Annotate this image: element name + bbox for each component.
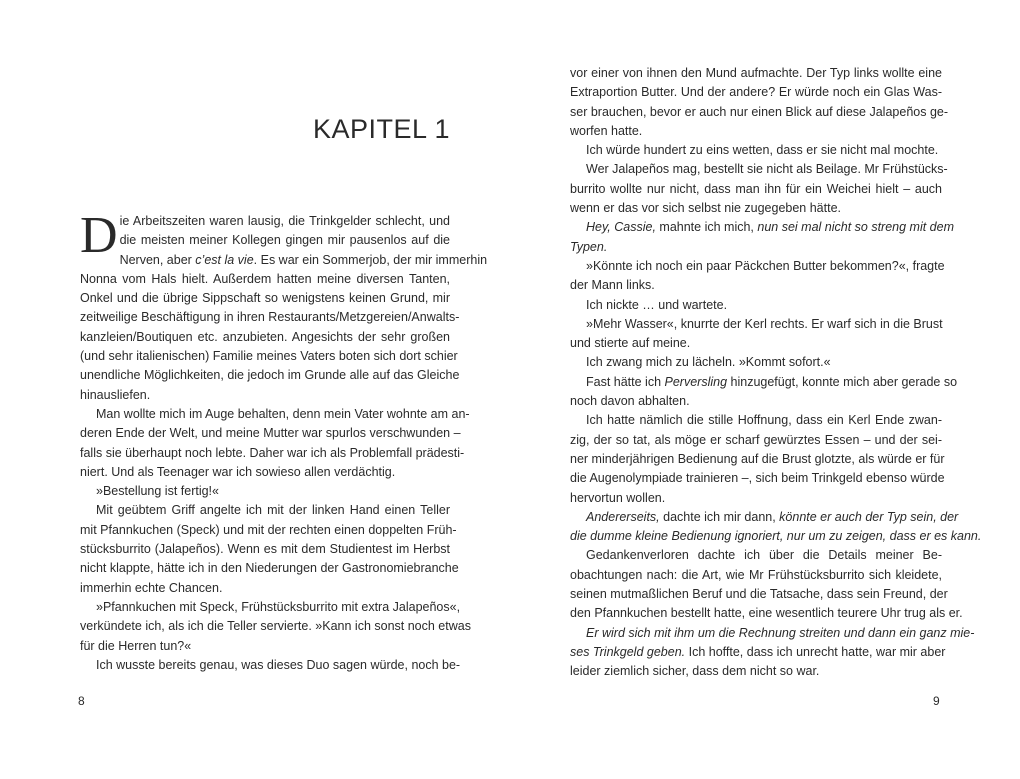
- text-line: den Pfannkuchen bestellt hatte, eine wesentlich teurere Uhr trug als er.: [570, 606, 963, 621]
- text-line: »Könnte ich noch ein paar Päckchen Butter bekommen?«, fragte: [586, 258, 945, 273]
- page-number: 9: [933, 694, 940, 708]
- text-line: »Pfannkuchen mit Speck, Frühstücksburrito mit extra Jalapeños«,: [96, 599, 461, 614]
- text-line: mit Pfannkuchen (Speck) und mit der rechten einen doppelten Früh-: [80, 522, 457, 537]
- text-line: stücksburrito (Jalapeños). Wenn es mit dem Studientest im Herbst: [80, 542, 450, 557]
- paragraph: [80, 482, 450, 501]
- text-line: Andererseits, dachte ich mir dann, könnte er auch der Typ sein, der: [586, 509, 959, 524]
- text-line: Onkel und die übrige Sippschaft so wenigstens keinen Grund, mir: [80, 291, 450, 306]
- text-line: leider ziemlich sicher, dass dem nicht so war.: [570, 664, 820, 679]
- text-line: Extraportion Butter. Und der andere? Er würde noch ein Glas Was-: [570, 85, 942, 100]
- text-line: »Mehr Wasser«, knurrte der Kerl rechts. Er warf sich in die Brust: [586, 316, 943, 331]
- paragraph: [80, 656, 461, 675]
- paragraph: [570, 353, 942, 372]
- paragraph: [80, 207, 488, 405]
- paragraph: [570, 160, 948, 218]
- text-line: der Mann links.: [570, 278, 655, 293]
- text-line: Nonna vom Hals hielt. Außerdem hatten meine diversen Tanten,: [80, 271, 450, 286]
- paragraph: [570, 624, 975, 682]
- text-line: vor einer von ihnen den Mund aufmachte. Der Typ links wollte eine: [570, 66, 942, 80]
- text-line: Ich würde hundert zu eins wetten, dass er sie nicht mal mochte.: [586, 143, 939, 158]
- text-line: unendliche Möglichkeiten, die jedoch im Grunde alle auf das Gleiche: [80, 368, 460, 383]
- text-line: nicht klappte, hätte ich in den Niederungen der Gastronomiebranche: [80, 561, 459, 576]
- text-line: »Bestellung ist fertig!«: [96, 484, 219, 499]
- text-line: obachtungen nach: die Art, wie Mr Frühstücksburrito sich kleidete,: [570, 567, 942, 582]
- paragraph: [570, 411, 945, 507]
- page-number: 8: [78, 694, 85, 708]
- paragraph: [570, 373, 958, 412]
- text-line: worfen hatte.: [570, 123, 643, 138]
- text-line: zig, der so tat, als möge er scharf gewürztes Essen – und der sei-: [570, 432, 942, 447]
- right-page-text: [570, 64, 982, 682]
- text-line: die meisten meiner Kollegen gingen mir pausenlos auf die: [119, 233, 450, 248]
- text-line: verkündete ich, als ich die Teller servierte. »Kann ich sonst noch etwas: [80, 619, 471, 634]
- text-line: wenn er das vor sich selbst nie zugegeben hätte.: [570, 201, 842, 216]
- text-line: ser brauchen, bevor er auch nur einen Blick auf diese Jalapeños ge-: [570, 104, 949, 119]
- text-line: immerhin echte Chancen.: [80, 580, 223, 595]
- text-line: ses Trinkgeld geben. Ich hoffte, dass ich unrecht hatte, war mir aber: [570, 644, 946, 659]
- text-line: noch davon abhalten.: [570, 394, 690, 409]
- text-line: für die Herren tun?«: [80, 638, 192, 653]
- text-line: Man wollte mich im Auge behalten, denn mein Vater wohnte am an-: [96, 406, 470, 421]
- text-line: Ich zwang mich zu lächeln. »Kommt sofort.«: [586, 355, 831, 370]
- text-line: deren Ende der Welt, und meine Mutter war spurlos verschwunden –: [80, 426, 461, 441]
- text-line: die Augenolympiade trainieren –, sich beim Trinkgeld ebenso würde: [570, 471, 945, 486]
- drop-cap: D: [80, 207, 118, 264]
- text-line: Mit geübtem Griff angelte ich mit der linken Hand einen Teller: [96, 503, 450, 518]
- right-page: [510, 0, 1020, 779]
- text-line: kanzleien/Boutiquen etc. anzubieten. Angesichts der sehr großen: [80, 329, 450, 344]
- paragraph: [570, 218, 954, 257]
- text-line: burrito wollte nur nicht, dass man ihn für ein Weichei hielt – auch: [570, 181, 942, 196]
- paragraph: [80, 598, 471, 656]
- paragraph: [570, 141, 942, 160]
- text-line: die dumme kleine Bedienung ignoriert, nur um zu zeigen, dass er es kann.: [570, 529, 982, 544]
- text-line: Ich wusste bereits genau, was dieses Duo sagen würde, noch be-: [96, 657, 461, 672]
- text-line: hinausliefen.: [80, 387, 151, 402]
- paragraph: [570, 257, 945, 296]
- text-line: niert. Und als Teenager war ich sowieso allen verdächtig.: [80, 464, 396, 479]
- paragraph: [570, 296, 942, 315]
- text-line: Fast hätte ich Perversling hinzugefügt, konnte mich aber gerade so: [586, 374, 958, 389]
- text-line: hervortun wollen.: [570, 490, 666, 505]
- text-line: Gedankenverloren dachte ich über die Details meiner Be-: [586, 548, 942, 563]
- paragraph: [80, 501, 459, 597]
- paragraph: [570, 64, 949, 141]
- text-line: Ich nickte … und wartete.: [586, 297, 728, 312]
- text-line: zeitweilige Beschäftigung in ihren Restaurants/Metzgereien/Anwalts-: [80, 310, 460, 325]
- paragraph: [570, 508, 982, 547]
- text-line: seinen mutmaßlichen Beruf und die Tatsache, dass sein Freund, der: [570, 587, 948, 602]
- text-line: Wer Jalapeños mag, bestellt sie nicht als Beilage. Mr Frühstücks-: [586, 162, 948, 177]
- text-line: Typen.: [570, 239, 608, 254]
- text-line: (und sehr italienischen) Familie meines Vaters boten sich dort schier: [80, 349, 458, 364]
- text-line: ie Arbeitszeiten waren lausig, die Trinkgelder schlecht, und: [119, 214, 450, 228]
- text-line: Nerven, aber c’est la vie. Es war ein Sommerjob, der mir immerhin: [119, 252, 488, 267]
- paragraph: [80, 405, 470, 482]
- text-line: Er wird sich mit ihm um die Rechnung streiten und dann ein ganz mie-: [586, 625, 975, 640]
- paragraph: [570, 546, 963, 623]
- paragraph: [570, 315, 942, 354]
- text-line: falls sie überhaupt noch lebte. Daher war ich als Problemfall prädesti-: [80, 445, 465, 460]
- left-page-text: [80, 207, 488, 675]
- text-line: ner minderjährigen Bedienung auf die Brust glotzte, als würde er für: [570, 451, 945, 466]
- chapter-title: KAPITEL 1: [312, 114, 450, 144]
- text-line: Hey, Cassie, mahnte ich mich, nun sei mal nicht so streng mit dem: [586, 220, 954, 235]
- text-line: Ich hatte nämlich die stille Hoffnung, dass ein Kerl Ende zwan-: [586, 413, 942, 428]
- text-line: und stierte auf meine.: [570, 336, 691, 351]
